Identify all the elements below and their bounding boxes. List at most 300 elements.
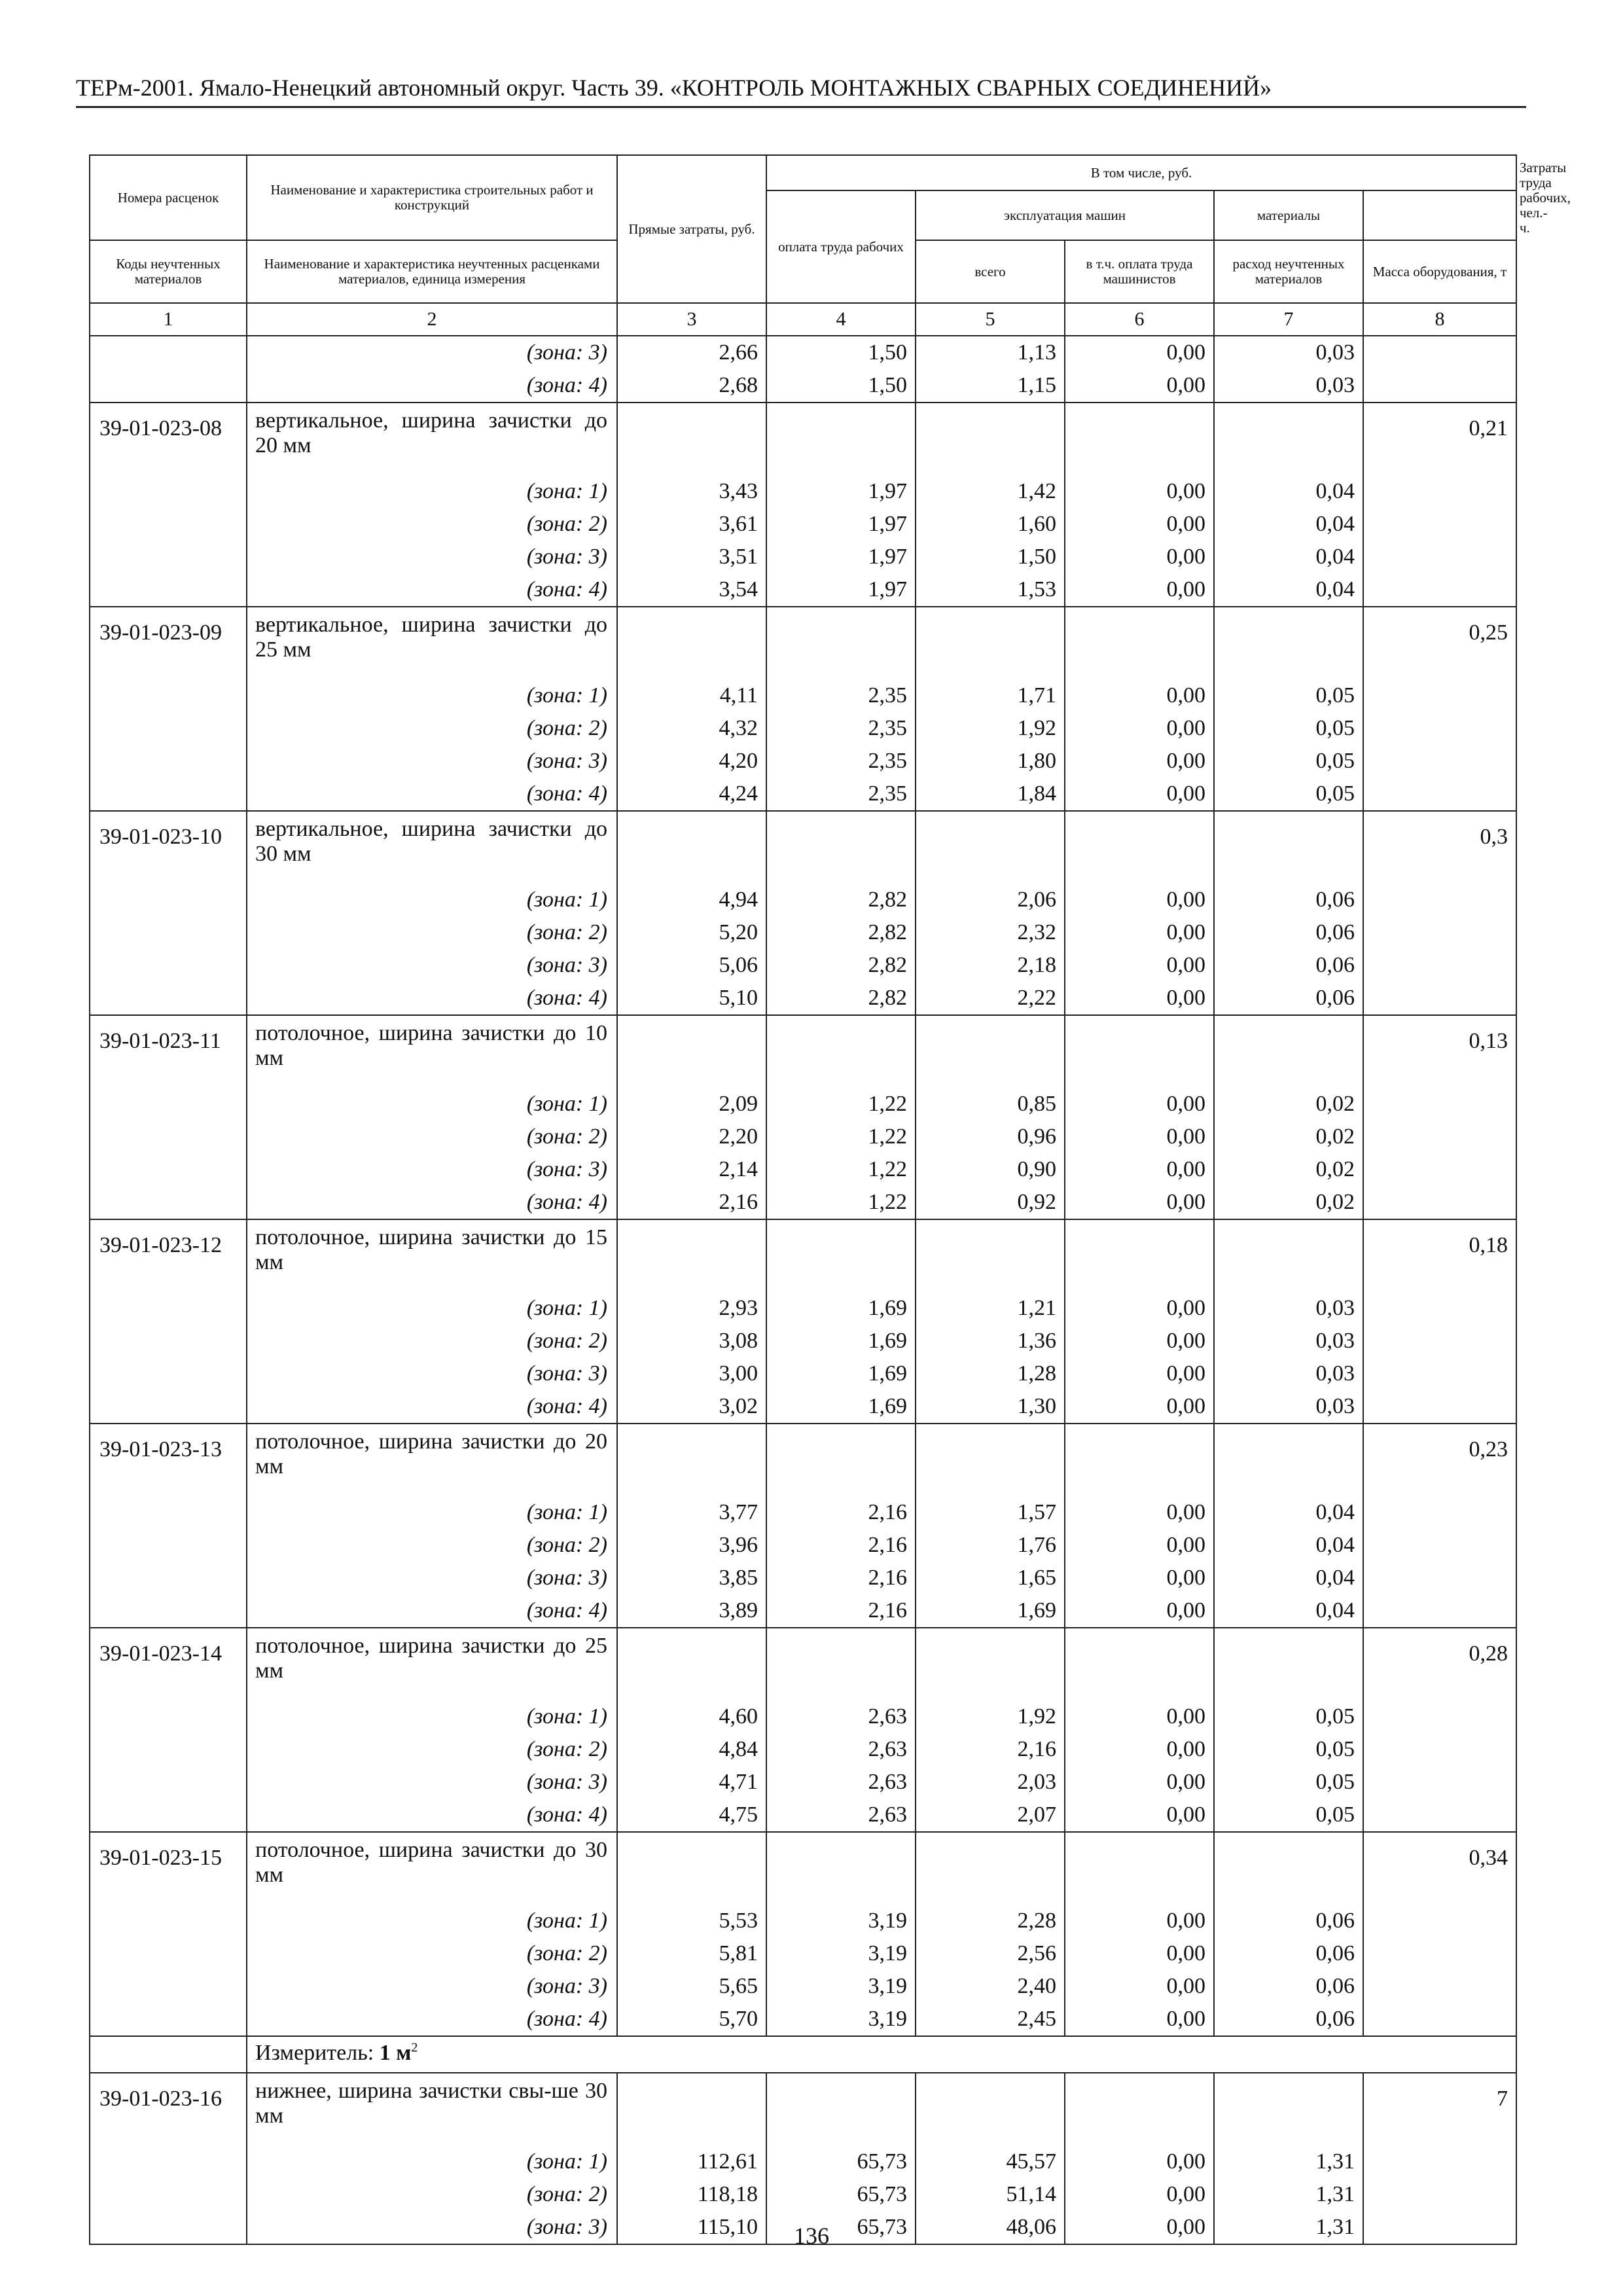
machine-total-value: 1,53 <box>916 573 1065 607</box>
empty-cell <box>90 1700 247 1733</box>
empty-cell <box>90 2003 247 2036</box>
zone-label: (зона: 4) <box>247 2003 617 2036</box>
direct-costs-value: 5,10 <box>617 982 766 1015</box>
rate-name: потолочное, ширина зачистки до 25 мм <box>247 1628 617 1700</box>
zone-label: (зона: 3) <box>247 1766 617 1799</box>
direct-costs-value: 3,08 <box>617 1325 766 1357</box>
machine-total-value: 1,80 <box>916 745 1065 778</box>
header-unaccounted-names: Наименование и характеристика неучтенных расценками материалов, единица измерения <box>247 240 617 303</box>
zone-row <box>90 1325 1516 1357</box>
empty-cell <box>1363 369 1516 403</box>
empty-cell <box>90 982 247 1015</box>
zone-label: (зона: 4) <box>247 1390 617 1424</box>
empty-cell <box>90 2178 247 2211</box>
empty-cell <box>1363 982 1516 1015</box>
materials-value: 0,04 <box>1214 541 1363 573</box>
empty-cell <box>617 811 766 884</box>
machine-total-value: 1,60 <box>916 508 1065 541</box>
materials-value: 0,03 <box>1214 1357 1363 1390</box>
zone-label: (зона: 4) <box>247 1186 617 1219</box>
direct-costs-value: 3,43 <box>617 475 766 508</box>
zone-row <box>90 1700 1516 1733</box>
zone-label: (зона: 3) <box>247 541 617 573</box>
machinist-pay-value: 0,00 <box>1065 1121 1214 1153</box>
direct-costs-value: 5,81 <box>617 1937 766 1970</box>
rate-name: потолочное, ширина зачистки до 10 мм <box>247 1015 617 1088</box>
empty-cell <box>916 1628 1065 1700</box>
empty-cell <box>90 1088 247 1121</box>
rate-code: 39-01-023-11 <box>90 1015 247 1088</box>
empty-cell <box>1363 1292 1516 1325</box>
labor-pay-value: 1,22 <box>766 1153 916 1186</box>
empty-cell <box>1363 1088 1516 1121</box>
machine-total-value: 2,32 <box>916 916 1065 949</box>
machine-total-value: 48,06 <box>916 2211 1065 2244</box>
empty-cell <box>90 1121 247 1153</box>
direct-costs-value: 3,85 <box>617 1562 766 1594</box>
labor-pay-value: 2,16 <box>766 1594 916 1628</box>
empty-cell <box>766 2073 916 2145</box>
machinist-pay-value: 0,00 <box>1065 1088 1214 1121</box>
empty-cell <box>90 541 247 573</box>
zone-label: (зона: 3) <box>247 745 617 778</box>
header-equipment-mass: Масса оборудования, т <box>1363 240 1516 303</box>
column-number: 1 <box>90 303 247 336</box>
empty-cell <box>617 1628 766 1700</box>
labor-pay-value: 2,16 <box>766 1529 916 1562</box>
rate-name: нижнее, ширина зачистки свы-ше 30 мм <box>247 2073 617 2145</box>
empty-cell <box>1363 475 1516 508</box>
direct-costs-value: 118,18 <box>617 2178 766 2211</box>
empty-cell <box>1363 573 1516 607</box>
labor-pay-value: 1,97 <box>766 475 916 508</box>
machinist-pay-value: 0,00 <box>1065 1733 1214 1766</box>
zone-label: (зона: 2) <box>247 1325 617 1357</box>
materials-value: 0,03 <box>1214 1325 1363 1357</box>
zone-label: (зона: 1) <box>247 1700 617 1733</box>
machine-total-value: 1,92 <box>916 712 1065 745</box>
rate-labor-costs: 0,18 <box>1363 1219 1516 1292</box>
materials-value: 1,31 <box>1214 2211 1363 2244</box>
empty-cell <box>916 1219 1065 1292</box>
zone-label: (зона: 4) <box>247 573 617 607</box>
empty-cell <box>1065 1832 1214 1905</box>
materials-value: 0,06 <box>1214 982 1363 1015</box>
materials-value: 0,04 <box>1214 1594 1363 1628</box>
rate-title-row <box>90 811 1516 884</box>
materials-value: 1,31 <box>1214 2145 1363 2178</box>
rate-name: потолочное, ширина зачистки до 15 мм <box>247 1219 617 1292</box>
direct-costs-value: 112,61 <box>617 2145 766 2178</box>
machine-total-value: 2,06 <box>916 884 1065 916</box>
labor-pay-value: 1,97 <box>766 508 916 541</box>
empty-cell <box>90 475 247 508</box>
materials-value: 0,06 <box>1214 884 1363 916</box>
direct-costs-value: 4,71 <box>617 1766 766 1799</box>
empty-cell <box>766 1628 916 1700</box>
zone-row <box>90 679 1516 712</box>
empty-cell <box>90 712 247 745</box>
empty-cell <box>1363 1733 1516 1766</box>
empty-cell <box>1363 1153 1516 1186</box>
machine-total-value: 1,76 <box>916 1529 1065 1562</box>
machinist-pay-value: 0,00 <box>1065 745 1214 778</box>
labor-pay-value: 2,82 <box>766 949 916 982</box>
materials-value: 0,05 <box>1214 679 1363 712</box>
rate-title-row <box>90 1628 1516 1700</box>
zone-label: (зона: 2) <box>247 916 617 949</box>
empty-cell <box>766 607 916 679</box>
zone-row <box>90 369 1516 403</box>
empty-cell <box>90 1905 247 1937</box>
meter-row <box>90 2036 1516 2073</box>
labor-pay-value: 1,22 <box>766 1088 916 1121</box>
direct-costs-value: 3,77 <box>617 1496 766 1529</box>
empty-cell <box>1214 403 1363 475</box>
zone-label: (зона: 3) <box>247 2211 617 2244</box>
machine-total-value: 1,42 <box>916 475 1065 508</box>
zone-label: (зона: 2) <box>247 1529 617 1562</box>
zone-label: (зона: 2) <box>247 712 617 745</box>
zone-row <box>90 573 1516 607</box>
rate-labor-costs: 0,23 <box>1363 1424 1516 1496</box>
zone-label: (зона: 3) <box>247 949 617 982</box>
machinist-pay-value: 0,00 <box>1065 1766 1214 1799</box>
empty-cell <box>1363 1937 1516 1970</box>
machine-total-value: 1,30 <box>916 1390 1065 1424</box>
empty-cell <box>1363 949 1516 982</box>
machinist-pay-value: 0,00 <box>1065 916 1214 949</box>
machine-total-value: 2,03 <box>916 1766 1065 1799</box>
materials-value: 0,06 <box>1214 2003 1363 2036</box>
rate-code: 39-01-023-12 <box>90 1219 247 1292</box>
labor-pay-value: 3,19 <box>766 1937 916 1970</box>
column-number: 5 <box>916 303 1065 336</box>
machinist-pay-value: 0,00 <box>1065 1292 1214 1325</box>
rate-name: потолочное, ширина зачистки до 30 мм <box>247 1832 617 1905</box>
machine-total-value: 1,65 <box>916 1562 1065 1594</box>
zone-label: (зона: 3) <box>247 1970 617 2003</box>
column-number: 6 <box>1065 303 1214 336</box>
labor-pay-value: 1,69 <box>766 1292 916 1325</box>
machinist-pay-value: 0,00 <box>1065 1700 1214 1733</box>
empty-cell <box>90 336 247 369</box>
labor-pay-value: 1,22 <box>766 1186 916 1219</box>
rate-title-row <box>90 1219 1516 1292</box>
machinist-pay-value: 0,00 <box>1065 2145 1214 2178</box>
labor-pay-value: 2,16 <box>766 1496 916 1529</box>
header-machine-operation: эксплуатация машин <box>916 190 1214 240</box>
zone-row <box>90 336 1516 369</box>
machinist-pay-value: 0,00 <box>1065 508 1214 541</box>
machine-total-value: 1,69 <box>916 1594 1065 1628</box>
header-machine-total: всего <box>916 240 1065 303</box>
zone-row <box>90 1292 1516 1325</box>
empty-cell <box>1363 1121 1516 1153</box>
materials-value: 0,02 <box>1214 1121 1363 1153</box>
machine-total-value: 0,92 <box>916 1186 1065 1219</box>
empty-cell <box>766 1015 916 1088</box>
empty-cell <box>90 679 247 712</box>
empty-cell <box>617 2073 766 2145</box>
empty-cell <box>90 2145 247 2178</box>
empty-cell <box>90 1937 247 1970</box>
materials-value: 0,06 <box>1214 1970 1363 2003</box>
machine-total-value: 2,45 <box>916 2003 1065 2036</box>
direct-costs-value: 4,84 <box>617 1733 766 1766</box>
zone-row <box>90 1905 1516 1937</box>
zone-row <box>90 475 1516 508</box>
page-number: 136 <box>794 2223 829 2249</box>
rate-title-row <box>90 1015 1516 1088</box>
empty-cell <box>1363 1766 1516 1799</box>
rate-code: 39-01-023-09 <box>90 607 247 679</box>
materials-value: 0,05 <box>1214 712 1363 745</box>
labor-pay-value: 2,63 <box>766 1733 916 1766</box>
materials-value: 0,06 <box>1214 1937 1363 1970</box>
direct-costs-value: 4,60 <box>617 1700 766 1733</box>
zone-row <box>90 1562 1516 1594</box>
machinist-pay-value: 0,00 <box>1065 712 1214 745</box>
empty-cell <box>90 1766 247 1799</box>
direct-costs-value: 4,75 <box>617 1799 766 1832</box>
direct-costs-value: 5,70 <box>617 2003 766 2036</box>
materials-value: 0,04 <box>1214 1529 1363 1562</box>
rate-title-row <box>90 1424 1516 1496</box>
empty-cell <box>90 1594 247 1628</box>
empty-cell <box>1363 1325 1516 1357</box>
empty-cell <box>90 916 247 949</box>
zone-row <box>90 778 1516 811</box>
empty-cell <box>90 1186 247 1219</box>
empty-cell <box>1214 1219 1363 1292</box>
rate-name: потолочное, ширина зачистки до 20 мм <box>247 1424 617 1496</box>
empty-cell <box>1214 1015 1363 1088</box>
direct-costs-value: 4,11 <box>617 679 766 712</box>
empty-cell <box>90 745 247 778</box>
zone-label: (зона: 4) <box>247 778 617 811</box>
machinist-pay-value: 0,00 <box>1065 1905 1214 1937</box>
empty-cell <box>1363 2145 1516 2178</box>
labor-pay-value: 2,16 <box>766 1562 916 1594</box>
labor-pay-value: 2,82 <box>766 884 916 916</box>
empty-cell <box>1214 607 1363 679</box>
machine-total-value: 2,16 <box>916 1733 1065 1766</box>
direct-costs-value: 2,66 <box>617 336 766 369</box>
zone-row <box>90 745 1516 778</box>
machine-total-value: 45,57 <box>916 2145 1065 2178</box>
empty-cell <box>1214 1832 1363 1905</box>
direct-costs-value: 3,89 <box>617 1594 766 1628</box>
machine-total-value: 1,84 <box>916 778 1065 811</box>
zone-row <box>90 2145 1516 2178</box>
zone-label: (зона: 4) <box>247 982 617 1015</box>
materials-value: 0,04 <box>1214 573 1363 607</box>
zone-label: (зона: 2) <box>247 2178 617 2211</box>
direct-costs-value: 5,20 <box>617 916 766 949</box>
labor-pay-value: 1,22 <box>766 1121 916 1153</box>
empty-cell <box>90 1390 247 1424</box>
labor-pay-value: 2,35 <box>766 778 916 811</box>
labor-pay-value: 2,35 <box>766 745 916 778</box>
column-number: 2 <box>247 303 617 336</box>
zone-row <box>90 1121 1516 1153</box>
zone-label: (зона: 3) <box>247 1153 617 1186</box>
empty-cell <box>1363 1496 1516 1529</box>
empty-cell <box>916 403 1065 475</box>
header-rate-numbers: Номера расценок <box>90 155 247 240</box>
materials-value: 0,03 <box>1214 1292 1363 1325</box>
header-labor-pay: оплата труда рабочих <box>766 190 916 303</box>
rate-name: вертикальное, ширина зачистки до 30 мм <box>247 811 617 884</box>
header-rule <box>76 106 1526 108</box>
materials-value: 0,06 <box>1214 949 1363 982</box>
empty-cell <box>90 1733 247 1766</box>
zone-row <box>90 1733 1516 1766</box>
direct-costs-value: 3,51 <box>617 541 766 573</box>
machinist-pay-value: 0,00 <box>1065 1594 1214 1628</box>
machine-total-value: 1,50 <box>916 541 1065 573</box>
machinist-pay-value: 0,00 <box>1065 1496 1214 1529</box>
direct-costs-value: 2,14 <box>617 1153 766 1186</box>
labor-pay-value: 3,19 <box>766 1905 916 1937</box>
zone-label: (зона: 2) <box>247 1937 617 1970</box>
machine-total-value: 1,21 <box>916 1292 1065 1325</box>
machinist-pay-value: 0,00 <box>1065 1799 1214 1832</box>
empty-cell <box>916 1015 1065 1088</box>
empty-cell <box>1363 1594 1516 1628</box>
direct-costs-value: 3,02 <box>617 1390 766 1424</box>
materials-value: 0,05 <box>1214 778 1363 811</box>
empty-cell <box>617 1015 766 1088</box>
materials-value: 0,03 <box>1214 1390 1363 1424</box>
empty-cell <box>90 1496 247 1529</box>
labor-pay-value: 1,97 <box>766 541 916 573</box>
zone-row <box>90 1766 1516 1799</box>
empty-cell <box>90 1325 247 1357</box>
machine-total-value: 0,96 <box>916 1121 1065 1153</box>
direct-costs-value: 2,16 <box>617 1186 766 1219</box>
column-number: 4 <box>766 303 916 336</box>
machinist-pay-value: 0,00 <box>1065 1529 1214 1562</box>
header-direct-costs: Прямые затраты, руб. <box>617 155 766 303</box>
zone-row <box>90 2178 1516 2211</box>
empty-cell <box>90 573 247 607</box>
rate-title-row <box>90 403 1516 475</box>
zone-row <box>90 1529 1516 1562</box>
empty-cell <box>90 778 247 811</box>
zone-label: (зона: 4) <box>247 1594 617 1628</box>
empty-cell <box>90 508 247 541</box>
direct-costs-value: 4,94 <box>617 884 766 916</box>
materials-value: 0,04 <box>1214 508 1363 541</box>
empty-cell <box>1363 745 1516 778</box>
zone-label: (зона: 2) <box>247 508 617 541</box>
direct-costs-value: 5,65 <box>617 1970 766 2003</box>
materials-value: 0,06 <box>1214 1905 1363 1937</box>
zone-row <box>90 1088 1516 1121</box>
empty-cell <box>766 1832 916 1905</box>
labor-pay-value: 2,35 <box>766 679 916 712</box>
empty-cell <box>617 1219 766 1292</box>
table-body <box>90 336 1516 2244</box>
direct-costs-value: 115,10 <box>617 2211 766 2244</box>
zone-label: (зона: 4) <box>247 369 617 403</box>
rate-labor-costs: 0,3 <box>1363 811 1516 884</box>
machinist-pay-value: 0,00 <box>1065 1970 1214 2003</box>
rate-labor-costs: 0,28 <box>1363 1628 1516 1700</box>
header-work-name: Наименование и характеристика строительных работ и конструкций <box>247 155 617 240</box>
direct-costs-value: 3,00 <box>617 1357 766 1390</box>
empty-cell <box>1214 1628 1363 1700</box>
rate-labor-costs: 0,21 <box>1363 403 1516 475</box>
zone-label: (зона: 3) <box>247 336 617 369</box>
header-unaccounted-usage: расход неучтенных материалов <box>1214 240 1363 303</box>
table-header: Номера расценок Наименование и характеристика строительных работ и конструкций Прямые затраты, руб. В том числе, руб. Затраты труда рабочих, чел.-ч. оплата труда рабочих эксплуатация машин материалы Коды неучтенных материалов Наименование и характеристика неучтенных расценками материалов, единица измерения всего в т.ч. оплата труда машинистов расход неучтенных материалов Масса оборудования, т <box>90 155 1516 303</box>
empty-cell <box>90 369 247 403</box>
materials-value: 0,05 <box>1214 745 1363 778</box>
machinist-pay-value: 0,00 <box>1065 1153 1214 1186</box>
rate-labor-costs: 0,25 <box>1363 607 1516 679</box>
machinist-pay-value: 0,00 <box>1065 1325 1214 1357</box>
labor-pay-value: 65,73 <box>766 2178 916 2211</box>
empty-cell <box>90 1529 247 1562</box>
machine-total-value: 0,85 <box>916 1088 1065 1121</box>
empty-cell <box>766 811 916 884</box>
zone-row <box>90 1799 1516 1832</box>
direct-costs-value: 4,20 <box>617 745 766 778</box>
materials-value: 0,05 <box>1214 1733 1363 1766</box>
materials-value: 0,05 <box>1214 1799 1363 1832</box>
meter-label: Измеритель: <box>255 2041 374 2065</box>
labor-pay-value: 2,82 <box>766 982 916 1015</box>
labor-pay-value: 2,63 <box>766 1799 916 1832</box>
empty-cell <box>1214 2073 1363 2145</box>
empty-cell <box>90 1357 247 1390</box>
column-numbers <box>90 303 1516 336</box>
zone-row <box>90 949 1516 982</box>
empty-cell <box>90 1292 247 1325</box>
empty-cell <box>916 811 1065 884</box>
machine-total-value: 1,28 <box>916 1357 1065 1390</box>
zone-row <box>90 884 1516 916</box>
empty-cell <box>90 2211 247 2244</box>
machine-total-value: 1,15 <box>916 369 1065 403</box>
direct-costs-value: 3,54 <box>617 573 766 607</box>
labor-pay-value: 2,63 <box>766 1700 916 1733</box>
zone-row <box>90 712 1516 745</box>
empty-cell <box>617 607 766 679</box>
machine-total-value: 2,28 <box>916 1905 1065 1937</box>
rate-labor-costs: 7 <box>1363 2073 1516 2145</box>
zone-row <box>90 1970 1516 2003</box>
rate-labor-costs: 0,13 <box>1363 1015 1516 1088</box>
zone-row <box>90 1357 1516 1390</box>
empty-cell <box>90 2036 247 2073</box>
machinist-pay-value: 0,00 <box>1065 778 1214 811</box>
empty-cell <box>1363 508 1516 541</box>
empty-cell <box>90 1562 247 1594</box>
labor-pay-value: 65,73 <box>766 2145 916 2178</box>
empty-cell <box>90 1799 247 1832</box>
empty-cell <box>1363 1529 1516 1562</box>
labor-pay-value: 3,19 <box>766 2003 916 2036</box>
empty-cell <box>1065 1424 1214 1496</box>
zone-label: (зона: 1) <box>247 1496 617 1529</box>
machine-total-value: 51,14 <box>916 2178 1065 2211</box>
empty-cell <box>1363 1186 1516 1219</box>
zone-label: (зона: 3) <box>247 1357 617 1390</box>
